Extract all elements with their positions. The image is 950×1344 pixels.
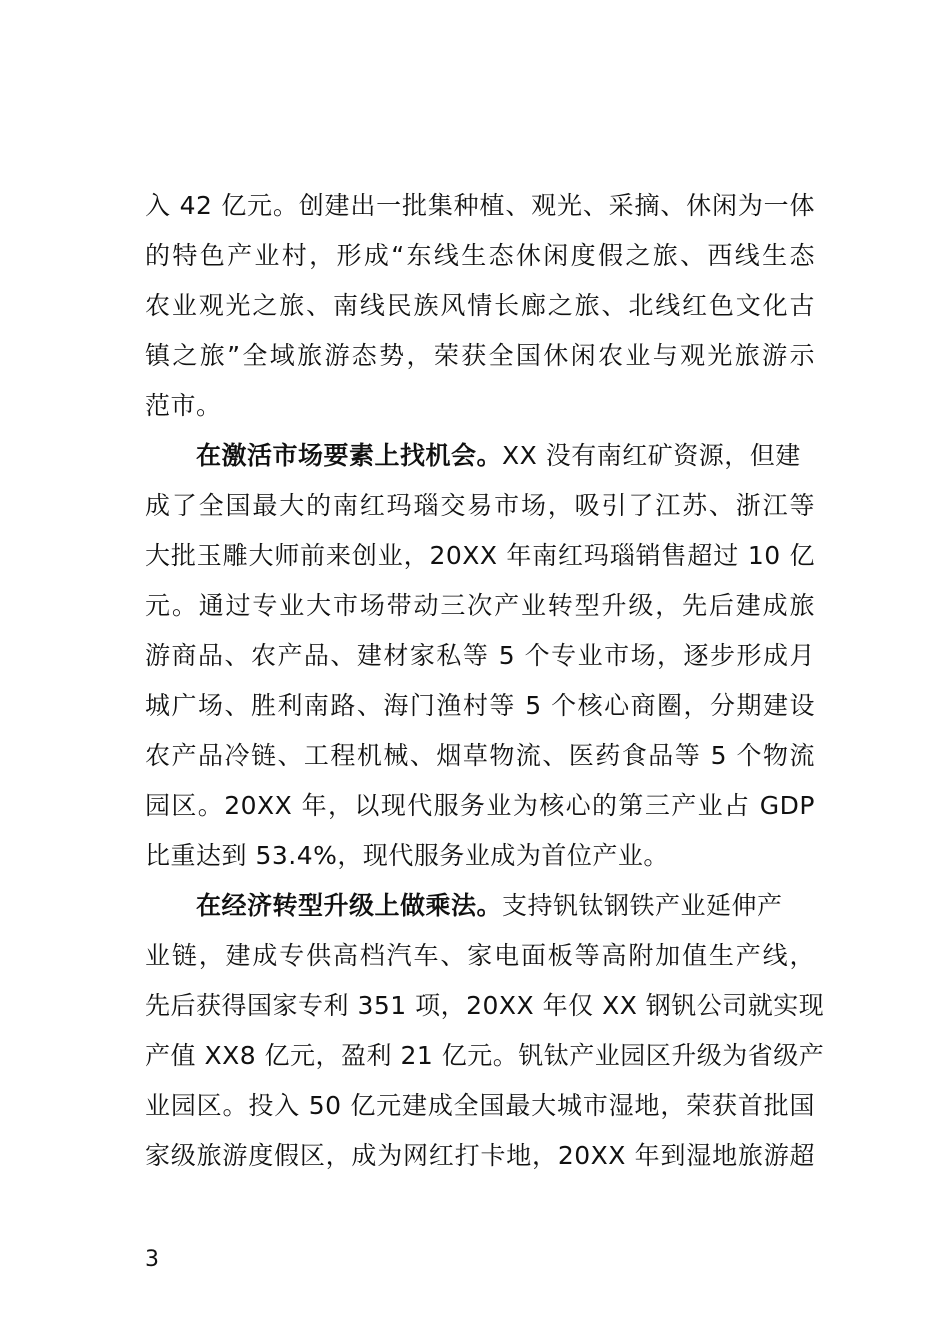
paragraph-2-line-6: 城广场、胜利南路、海门渔村等 5 个核心商圈，分期建设	[145, 691, 815, 720]
paragraph-2-line-9: 比重达到 53.4%，现代服务业成为首位产业。	[145, 841, 669, 870]
paragraph-1-line-5: 范市。	[145, 391, 222, 420]
paragraph-2-heading: 在激活市场要素上找机会。	[196, 441, 503, 470]
paragraph-3-line-2: 业链，建成专供高档汽车、家电面板等高附加值生产线，	[145, 941, 815, 970]
paragraph-2-line-4: 元。通过专业大市场带动三次产业转型升级，先后建成旅	[145, 591, 815, 620]
paragraph-3-line-3: 先后获得国家专利 351 项，20XX 年仅 XX 钢钒公司就实现	[145, 991, 825, 1020]
paragraph-2-line-2: 成了全国最大的南红玛瑙交易市场，吸引了江苏、浙江等	[145, 491, 815, 520]
paragraph-1-line-4: 镇之旅”全域旅游态势，荣获全国休闲农业与观光旅游示	[145, 341, 815, 370]
paragraph-2-line-1	[196, 434, 815, 478]
page-number: 3	[145, 1247, 159, 1272]
paragraph-2-line-3: 大批玉雕大师前来创业，20XX 年南红玛瑙销售超过 10 亿	[145, 541, 815, 570]
paragraph-1-line-2: 的特色产业村，形成“东线生态休闲度假之旅、西线生态	[145, 241, 815, 270]
paragraph-3-line-6: 家级旅游度假区，成为网红打卡地，20XX 年到湿地旅游超	[145, 1141, 815, 1170]
paragraph-3-line-5: 业园区。投入 50 亿元建成全国最大城市湿地，荣获首批国	[145, 1091, 815, 1120]
paragraph-2-line-8: 园区。20XX 年，以现代服务业为核心的第三产业占 GDP	[145, 791, 815, 820]
paragraph-3-heading: 在经济转型升级上做乘法。	[196, 891, 503, 920]
paragraph-3-line-1	[196, 884, 815, 928]
paragraph-3-line-4: 产值 XX8 亿元，盈利 21 亿元。钒钛产业园区升级为省级产	[145, 1041, 825, 1070]
paragraph-2-first-line-text: XX 没有南红矿资源，但建	[502, 441, 801, 470]
paragraph-2-line-5: 游商品、农产品、建材家私等 5 个专业市场，逐步形成月	[145, 641, 815, 670]
paragraph-2-line-7: 农产品冷链、工程机械、烟草物流、医药食品等 5 个物流	[145, 741, 815, 770]
paragraph-3-first-line-text: 支持钒钛钢铁产业延伸产	[502, 891, 783, 920]
paragraph-1-line-1: 入 42 亿元。创建出一批集种植、观光、采摘、休闲为一体	[145, 191, 815, 220]
paragraph-1-line-3: 农业观光之旅、南线民族风情长廊之旅、北线红色文化古	[145, 291, 815, 320]
